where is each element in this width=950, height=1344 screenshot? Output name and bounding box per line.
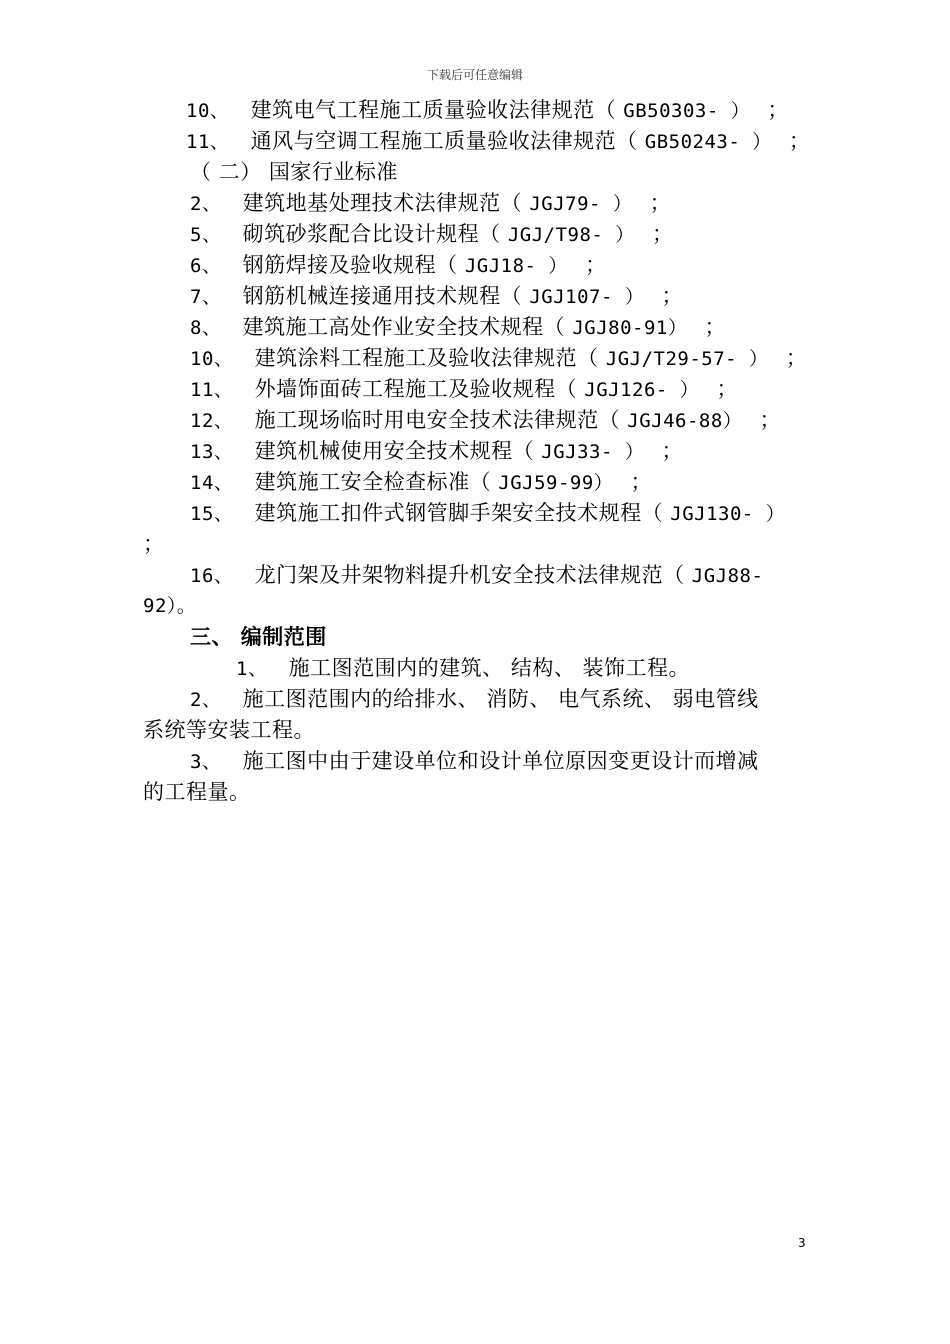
- standard-code: JGJ46-88）: [627, 410, 743, 432]
- item-number: 7、: [190, 286, 222, 308]
- standard-code: GB50303- ）: [623, 100, 751, 122]
- item-number: 16、: [190, 565, 234, 587]
- item-end: ；: [630, 470, 652, 494]
- item-number: 2、: [190, 689, 222, 711]
- list-item: [236, 654, 690, 683]
- list-item: [190, 685, 759, 714]
- item-number: 8、: [190, 317, 222, 339]
- item-text: 建筑施工高处作业安全技术规程（: [242, 315, 566, 339]
- line-continuation: 92）。: [143, 595, 197, 617]
- item-end: ；: [788, 129, 811, 153]
- list-item: [186, 127, 810, 156]
- item-end: ；: [716, 377, 738, 401]
- item-number: 1、: [236, 658, 268, 680]
- item-text: 施工图范围内的给排水、 消防、 电气系统、 弱电管线: [242, 687, 759, 711]
- item-end: ；: [661, 439, 684, 463]
- item-number: 13、: [190, 441, 234, 463]
- list-item: [190, 189, 671, 218]
- item-number: 14、: [190, 472, 234, 494]
- item-text: 施工现场临时用电安全技术法律规范（: [254, 408, 621, 432]
- item-text: 施工图中由于建设单位和设计单位原因变更设计而增减: [242, 749, 759, 773]
- list-item: [190, 251, 607, 280]
- item-number: 5、: [190, 224, 222, 246]
- item-end: ；: [649, 191, 672, 215]
- item-text: 建筑机械使用安全技术规程（: [254, 439, 535, 463]
- standard-code: JGJ/T29-57- ）: [605, 348, 769, 370]
- list-item: [190, 747, 759, 776]
- line-continuation: 系统等安装工程。: [143, 718, 315, 742]
- item-number: 11、: [186, 131, 230, 153]
- item-text: 钢筋焊接及验收规程（: [242, 253, 458, 277]
- item-number: 11、: [190, 379, 234, 401]
- standard-code: JGJ126- ）: [584, 379, 700, 401]
- item-text: 建筑涂料工程施工及验收法律规范（: [254, 346, 599, 370]
- item-number: 15、: [190, 503, 234, 525]
- list-item: [190, 313, 726, 342]
- item-end: ；: [704, 315, 727, 339]
- list-item: [186, 96, 789, 125]
- item-end: ；: [661, 284, 684, 308]
- standard-code: JGJ107- ）: [529, 286, 645, 308]
- subsection-heading: （ 二） 国家行业标准: [190, 160, 398, 184]
- item-text: 建筑地基处理技术法律规范（: [242, 191, 523, 215]
- list-item: [190, 406, 781, 435]
- list-item: [190, 220, 673, 249]
- item-text: 通风与空调工程施工质量验收法律规范（: [250, 129, 638, 153]
- list-item: [190, 437, 683, 466]
- item-text: 外墙饰面砖工程施工及验收规程（: [254, 377, 578, 401]
- list-item: [190, 468, 652, 497]
- standard-code: JGJ59-99）: [498, 472, 614, 494]
- item-number: 12、: [190, 410, 234, 432]
- item-number: 3、: [190, 751, 222, 773]
- item-text: 施工图范围内的建筑、 结构、 装饰工程。: [288, 656, 690, 680]
- item-text: 建筑电气工程施工质量验收法律规范（: [250, 98, 617, 122]
- list-item: [190, 375, 738, 404]
- line-continuation: 的工程量。: [143, 780, 251, 804]
- standard-code: JGJ88-: [691, 565, 764, 587]
- item-text: 砌筑砂浆配合比设计规程（: [242, 222, 501, 246]
- download-note: 下载后可任意编辑: [426, 68, 523, 82]
- line-continuation: ；: [143, 532, 165, 556]
- list-item: [190, 282, 683, 311]
- item-end: ；: [651, 222, 674, 246]
- item-number: 2、: [190, 193, 222, 215]
- list-item: [190, 344, 807, 373]
- list-item: [190, 499, 785, 528]
- standard-code: JGJ80-91）: [572, 317, 688, 339]
- list-item: [190, 561, 763, 590]
- standard-code: JGJ79- ）: [529, 193, 633, 215]
- item-end: ；: [585, 253, 607, 277]
- item-end: ；: [759, 408, 781, 432]
- item-text: 龙门架及井架物料提升机安全技术法律规范（: [254, 563, 685, 587]
- item-end: ；: [767, 98, 789, 122]
- standard-code: JGJ130- ）: [670, 503, 786, 525]
- section-heading: 三、 编制范围: [190, 625, 327, 649]
- item-number: 6、: [190, 255, 222, 277]
- item-number: 10、: [190, 348, 234, 370]
- item-number: 10、: [186, 100, 230, 122]
- item-text: 建筑施工扣件式钢管脚手架安全技术规程（: [254, 501, 664, 525]
- item-text: 建筑施工安全检查标准（: [254, 470, 492, 494]
- standard-code: JGJ33- ）: [541, 441, 645, 463]
- standard-code: JGJ/T98- ）: [507, 224, 635, 246]
- page-number: 3: [798, 1236, 806, 1250]
- item-text: 钢筋机械连接通用技术规程（: [242, 284, 523, 308]
- standard-code: JGJ18- ）: [464, 255, 568, 277]
- standard-code: GB50243- ）: [644, 131, 772, 153]
- item-end: ；: [785, 346, 808, 370]
